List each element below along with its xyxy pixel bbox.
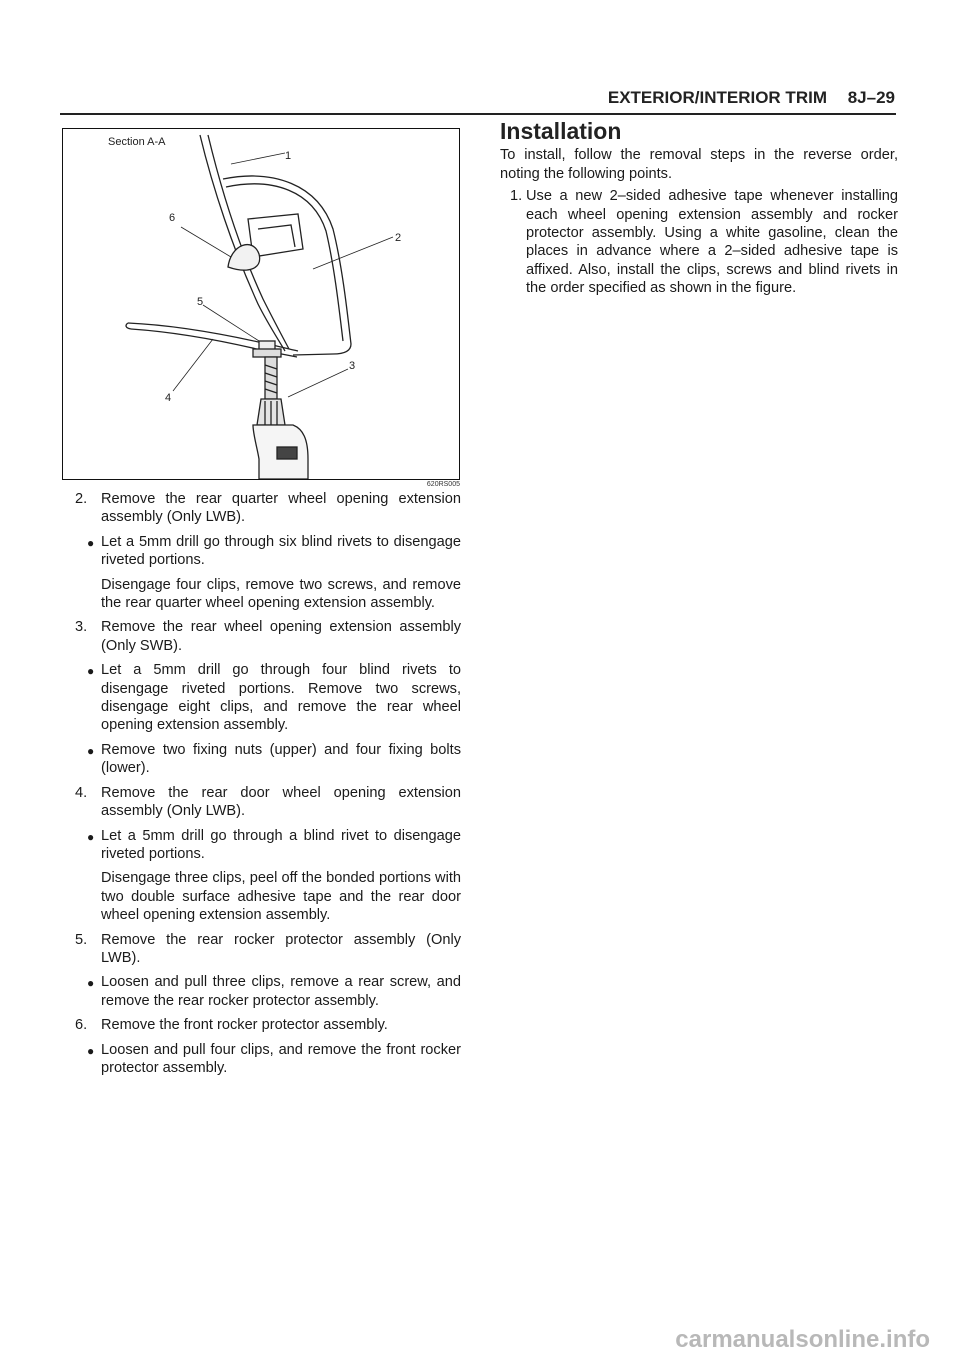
callout-3: 3: [349, 360, 356, 372]
step-3: 3. Remove the rear wheel opening extension assembly (Only SWB).: [75, 619, 461, 654]
install-step-1: 1. Use a new 2–sided adhesive tape whenever installing each wheel opening extension assembly and rocker protector assembly. Using a white gasoline, clean the places in advance where a 2–sided adhesive tape is affixed. Also, install the clips, screws and blind rivets in the order specified as shown in the figure.: [510, 188, 898, 297]
section-title: EXTERIOR/INTERIOR TRIM: [607, 88, 827, 107]
callout-6: 6: [169, 212, 176, 224]
bullet-icon: ●: [87, 829, 95, 844]
bullet-icon: ●: [87, 976, 95, 991]
bullet: ● Let a 5mm drill go through a blind rivet to disengage riveted portions.: [87, 827, 461, 862]
page-header: [500, 88, 895, 108]
header-rule: [60, 113, 896, 115]
step-4-text: Remove the rear door wheel opening extension assembly (Only LWB).: [101, 784, 461, 820]
clip-6: [228, 245, 260, 271]
bullet-icon: ●: [87, 664, 95, 679]
step-2: 2. Remove the rear quarter wheel opening extension assembly (Only LWB).: [75, 491, 461, 526]
bullet-icon: ●: [87, 1043, 95, 1058]
callout-1: 1: [285, 150, 292, 162]
step-3-text: Remove the rear wheel opening extension assembly (Only SWB).: [101, 619, 461, 654]
callout-5: 5: [197, 296, 204, 308]
drill-switch: [277, 447, 297, 459]
figure-code: 620RS005: [426, 481, 460, 488]
bullet-icon: ●: [87, 535, 95, 550]
bullet: ● Let a 5mm drill go through four blind rivets to disengage riveted portions. Remove two screws, disengage eight clips, and remove the rear wheel opening extension assembly.: [87, 662, 461, 734]
installation-intro: To install, follow the removal steps in the reverse order, noting the following points.: [500, 147, 898, 182]
bullet: ● Let a 5mm drill go through six blind rivets to disengage riveted portions.: [87, 533, 461, 569]
install-step-1-text: Use a new 2–sided adhesive tape whenever installing each wheel opening extension assembly and rocker protector assembly. Using a white gasoline, clean the places in advance where a 2–sided adhesive tape is affixed. Also, install the clips, screws and blind rivets in the order specified as shown in the figure.: [526, 188, 898, 297]
installation-section: [500, 118, 898, 304]
section-diagram: [62, 128, 460, 480]
bullet: ● Loosen and pull four clips, and remove the front rocker protector assembly.: [87, 1041, 461, 1076]
bullet-icon: ●: [87, 743, 95, 758]
page-number: 8J–29: [847, 88, 895, 107]
callout-2: 2: [395, 232, 402, 244]
step-5-text: Remove the rear rocker protector assembly (Only LWB).: [101, 931, 461, 966]
step-2-text: Remove the rear quarter wheel opening extension assembly (Only LWB).: [101, 491, 461, 526]
section-label: Section A-A: [108, 136, 166, 148]
body-panel-outer: [200, 135, 285, 351]
installation-heading: Installation: [500, 118, 622, 144]
watermark: carmanualsonline.info: [675, 1326, 930, 1353]
step-5: 5. Remove the rear rocker protector assembly (Only LWB).: [75, 931, 461, 966]
step-6: 6. Remove the front rocker protector assembly.: [75, 1017, 388, 1034]
removal-steps: [75, 490, 461, 1083]
step-2-note: Disengage four clips, remove two screws, and remove the rear quarter wheel opening extension assembly.: [101, 576, 461, 612]
step-4-note: Disengage three clips, peel off the bonded portions with two double surface adhesive tape and the rear door wheel opening extension assembly.: [101, 870, 461, 924]
step-4: 4. Remove the rear door wheel opening extension assembly (Only LWB).: [75, 784, 461, 820]
step-6-text: Remove the front rocker protector assembly.: [101, 1017, 388, 1034]
bullet: ● Remove two fixing nuts (upper) and four fixing bolts (lower).: [87, 741, 461, 777]
bullet: ● Loosen and pull three clips, remove a rear screw, and remove the rear rocker protector assembly.: [87, 974, 461, 1009]
callout-4: 4: [165, 392, 172, 404]
body-panel-inner: [208, 135, 292, 349]
